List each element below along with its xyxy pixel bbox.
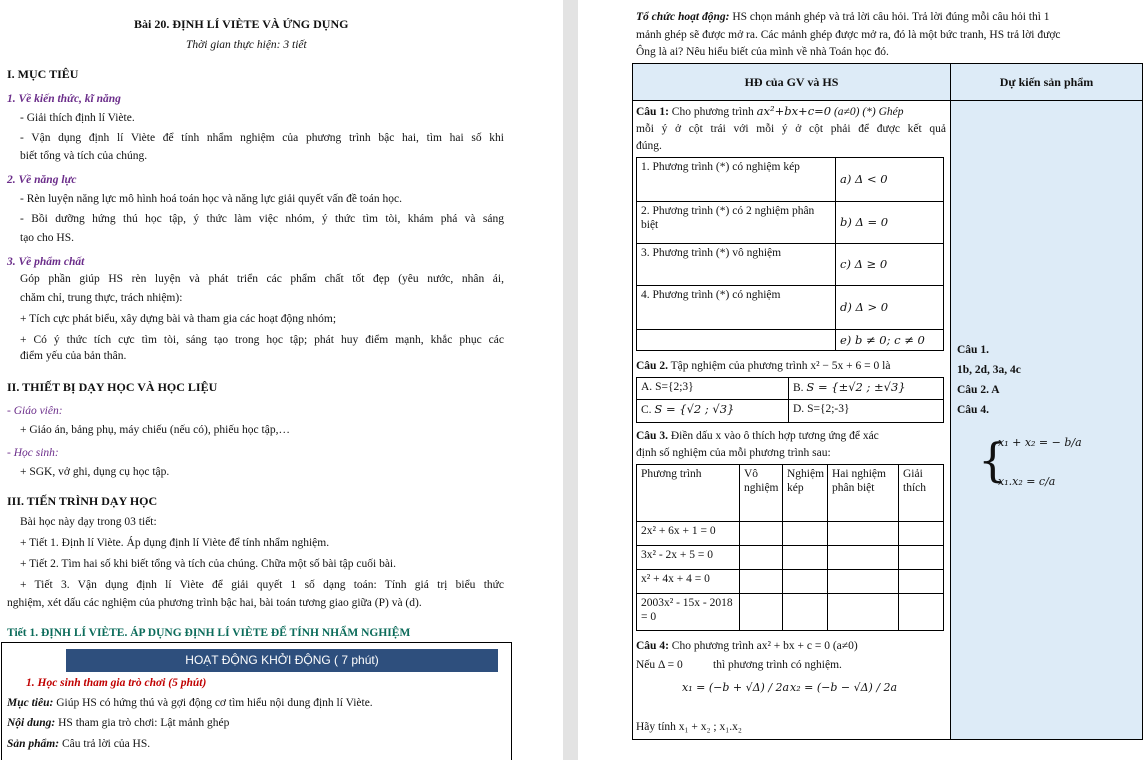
section-objectives: I. MỤC TIÊU — [7, 67, 79, 81]
q3-answer-cell[interactable] — [898, 521, 944, 546]
q3-answer-cell[interactable] — [827, 545, 899, 570]
q4-label: Câu 4: — [636, 640, 669, 652]
q3-answer-cell[interactable] — [827, 569, 899, 594]
text-line: - Giải thích định lí Viète. — [20, 112, 135, 124]
q3-header-cell: Nghiệm kép — [782, 464, 828, 522]
text-line: + Tiết 2. Tìm hai số khi biết tổng và tích của chúng. Chữa một số bài tập cuối bài. — [20, 558, 396, 570]
match-right-item[interactable]: d) Δ > 0 — [835, 285, 944, 330]
q3-answer-cell[interactable] — [782, 593, 828, 631]
text-line: Góp phần giúp HS rèn luyện và phát triển các phẩm chất tốt đẹp (yêu nước, nhân ái, — [20, 273, 504, 285]
text-line: + Tiết 1. Định lí Viète. Áp dụng định lí Viète để tính nhẩm nghiệm. — [20, 537, 330, 549]
section-process: III. TIẾN TRÌNH DẠY HỌC — [7, 494, 158, 508]
q3-header-cell: Vô nghiệm — [739, 464, 783, 522]
q4-condition: Nếu Δ = 0 — [636, 659, 683, 671]
option-key: A. — [641, 381, 653, 393]
text-line: - Rèn luyện năng lực mô hình hoá toán học và năng lực giải quyết vấn đề toán học. — [20, 193, 402, 205]
option-value: S={2;3} — [655, 381, 694, 393]
match-right-item[interactable]: c) Δ ≥ 0 — [835, 243, 944, 286]
q3-answer-cell[interactable] — [898, 569, 944, 594]
product-text: Câu trả lời của HS. — [59, 738, 151, 750]
q3-header-cell: Hai nghiệm phân biệt — [827, 464, 899, 522]
text-line: mỗi ý ở cột trái với mỗi ý ở cột phải để được kết quả — [636, 123, 946, 135]
q3-answer-cell[interactable] — [898, 593, 944, 631]
option-value: S = {√2 ; √3} — [654, 402, 735, 416]
q3-answer-cell[interactable] — [827, 521, 899, 546]
subsection-qualities: 3. Về phẩm chất — [7, 256, 85, 268]
answer-1-value: 1b, 2d, 3a, 4c — [957, 364, 1021, 376]
q3-label: Câu 3. — [636, 430, 668, 442]
q2-option-b[interactable] — [788, 377, 944, 400]
subsection-teacher: - Giáo viên: — [7, 405, 63, 417]
objective-text: Giúp HS có hứng thú và gợi động cơ tìm hiểu nội dung định lí Viète. — [53, 697, 373, 709]
q3-answer-cell[interactable] — [898, 545, 944, 570]
q3-equation-cell: 2x² + 6x + 1 = 0 — [636, 521, 740, 546]
q3-answer-cell[interactable] — [782, 545, 828, 570]
answer-2: Câu 2. A — [957, 384, 1000, 396]
q3-answer-cell[interactable] — [739, 545, 783, 570]
text-line: + Giáo án, bảng phụ, máy chiếu (nếu có), phiếu học tập,… — [20, 424, 290, 436]
org-text: HS chọn mảnh ghép và trả lời câu hỏi. Trả lời đúng mỗi câu hỏi thì 1 — [729, 11, 1050, 23]
product-label: Sản phẩm: — [7, 738, 60, 750]
answer-4-sum: x₁ + x₂ = − b/a — [998, 436, 1082, 449]
q3-answer-cell[interactable] — [782, 569, 828, 594]
q3-answer-cell[interactable] — [739, 521, 783, 546]
col-header-expected: Dự kiến sản phẩm — [950, 63, 1143, 101]
col-header-activity: HĐ của GV và HS — [632, 63, 951, 101]
q3-equation-cell: x² + 4x + 4 = 0 — [636, 569, 740, 594]
q3-equation-cell: 2003x² - 15x - 2018 = 0 — [636, 593, 740, 631]
activity-subtitle: 1. Học sinh tham gia trò chơi (5 phút) — [26, 677, 207, 689]
text-line: tạo cho HS. — [20, 232, 74, 244]
text-line: + SGK, vở ghi, dụng cụ học tập. — [20, 466, 170, 478]
q3-answer-cell[interactable] — [782, 521, 828, 546]
match-left-item[interactable]: 2. Phương trình (*) có 2 nghiệm phân biệt — [636, 201, 836, 244]
q3-answer-cell[interactable] — [827, 593, 899, 631]
text-line: định số nghiệm của mỗi phương trình sau: — [636, 447, 831, 459]
org-label: Tổ chức hoạt động: — [636, 11, 730, 23]
option-key: D. — [793, 403, 805, 415]
q4-root-x1: x₁ = (−b + √Δ) / 2a — [682, 681, 790, 694]
q3-text: Điền dấu x vào ô thích hợp tương ứng để xác — [667, 430, 879, 442]
text-line: + Tiết 3. Vận dụng định lí Viète để giải quyết 1 số dạng toán: Tính giá trị biểu thức — [20, 579, 504, 591]
answer-1-label: Câu 1. — [957, 344, 989, 356]
q2-option-c[interactable] — [636, 399, 789, 423]
org-line-1 — [636, 10, 1050, 25]
objective-label: Mục tiêu: — [7, 697, 54, 709]
q3-line — [636, 429, 946, 444]
match-right-item[interactable]: a) Δ < 0 — [835, 157, 944, 202]
lesson-duration: Thời gian thực hiện: 3 tiết — [186, 39, 307, 51]
q1-text: Cho phương trình — [668, 106, 757, 118]
q2-label: Câu 2. — [636, 360, 668, 372]
lesson-1-heading: Tiết 1. ĐỊNH LÍ VIÈTE. ÁP DỤNG ĐỊNH LÍ VIÈTE ĐỂ TÍNH NHẨM NGHIỆM — [7, 627, 411, 639]
q3-answer-cell[interactable] — [739, 593, 783, 631]
option-value: S = {±√2 ; ±√3} — [806, 380, 906, 394]
text-line: Ông là ai? Nêu hiểu biết của mình về nhà Toán học đó. — [636, 46, 889, 58]
text-line: Bài học này dạy trong 03 tiết: — [20, 516, 157, 528]
text-line: mảnh ghép sẽ được mở ra. Các mảnh ghép được mở ra, đó là một bức tranh, HS trả lời được — [636, 29, 1061, 41]
q1-line — [636, 104, 904, 120]
answer-4-label: Câu 4. — [957, 404, 989, 416]
match-right-item[interactable]: e) b ≠ 0; c ≠ 0 — [835, 329, 944, 351]
q1-condition: (a≠0) (*) Ghép — [831, 106, 904, 118]
text-line: + Tích cực phát biểu, xây dựng bài và tham gia các hoạt động nhóm; — [20, 313, 337, 325]
option-value: S={2;-3} — [807, 403, 850, 415]
q2-option-d[interactable] — [788, 399, 944, 423]
text-line: - Bồi dưỡng hứng thú học tập, ý thức làm việc nhóm, ý thức tìm tòi, khám phá và sáng — [20, 213, 504, 225]
text-line: - Vận dụng định lí Viète để tính nhẩm nghiệm của phương trình bậc hai, tìm hai số khi — [20, 132, 504, 144]
text-line: biết tổng và tích của chúng. — [20, 150, 148, 162]
q1-equation: ax²+bx+c=0 — [756, 104, 832, 118]
product-line — [7, 737, 150, 752]
q4-root-x2: x₂ = (−b − √Δ) / 2a — [790, 681, 898, 694]
subsection-competence: 2. Về năng lực — [7, 174, 77, 186]
content-line — [7, 716, 229, 731]
subsection-students: - Học sinh: — [7, 447, 59, 459]
q2-option-a[interactable] — [636, 377, 789, 400]
q4-line — [636, 639, 858, 654]
option-key: B. — [793, 382, 804, 394]
page-gap — [563, 0, 578, 760]
right-page — [578, 0, 1143, 760]
text-line: đúng. — [636, 140, 662, 152]
objective-line — [7, 696, 373, 711]
q3-answer-cell[interactable] — [739, 569, 783, 594]
q2-line — [636, 359, 890, 374]
text-line: điểm yếu của bản thân. — [20, 350, 127, 362]
brace-icon: { — [978, 433, 1008, 487]
q4-condition-text: thì phương trình có nghiệm. — [713, 659, 842, 671]
subsection-knowledge: 1. Về kiến thức, kĩ năng — [7, 93, 121, 105]
section-equipment: II. THIẾT BỊ DẠY HỌC VÀ HỌC LIỆU — [7, 380, 218, 394]
content-text: HS tham gia trò chơi: Lật mảnh ghép — [55, 717, 230, 729]
activity-bar: HOẠT ĐỘNG KHỞI ĐỘNG ( 7 phút) — [66, 649, 498, 672]
match-left-item[interactable] — [636, 329, 836, 351]
q1-label: Câu 1: — [636, 106, 669, 118]
text-line: nghiệm, xét dấu các nghiệm của phương trình bậc hai, bài toán tương giao giữa (P) và (d). — [7, 597, 422, 609]
option-key: C. — [641, 404, 652, 416]
q3-header-cell: Phương trình — [636, 464, 740, 522]
expected-column — [950, 100, 1143, 740]
text-line: chăm chỉ, trung thực, trách nhiệm): — [20, 292, 183, 304]
q4-text: Cho phương trình ax² + bx + c = 0 (a≠0) — [668, 640, 858, 652]
text-line: + Có ý thức tích cực tìm tòi, sáng tạo trong học tập; phát huy điểm mạnh, khắc phục các — [20, 334, 504, 346]
q2-text: Tập nghiệm của phương trình x² − 5x + 6 = 0 là — [667, 360, 891, 372]
q3-equation-cell: 3x² - 2x + 5 = 0 — [636, 545, 740, 570]
q3-header-cell: Giải thích — [898, 464, 944, 522]
left-page — [0, 0, 563, 760]
match-left-item[interactable]: 4. Phương trình (*) có nghiệm — [636, 285, 836, 330]
content-label: Nội dung: — [7, 717, 56, 729]
match-right-item[interactable]: b) Δ = 0 — [835, 201, 944, 244]
lesson-title: Bài 20. ĐỊNH LÍ VIÈTE VÀ ỨNG DỤNG — [134, 17, 349, 31]
match-left-item[interactable]: 3. Phương trình (*) vô nghiệm — [636, 243, 836, 286]
answer-4-product: x₁.x₂ = c/a — [998, 475, 1056, 488]
q4-task: Hãy tính x₁ + x₂ ; x₁.x₂ — [636, 721, 742, 733]
match-left-item[interactable]: 1. Phương trình (*) có nghiệm kép — [636, 157, 836, 202]
